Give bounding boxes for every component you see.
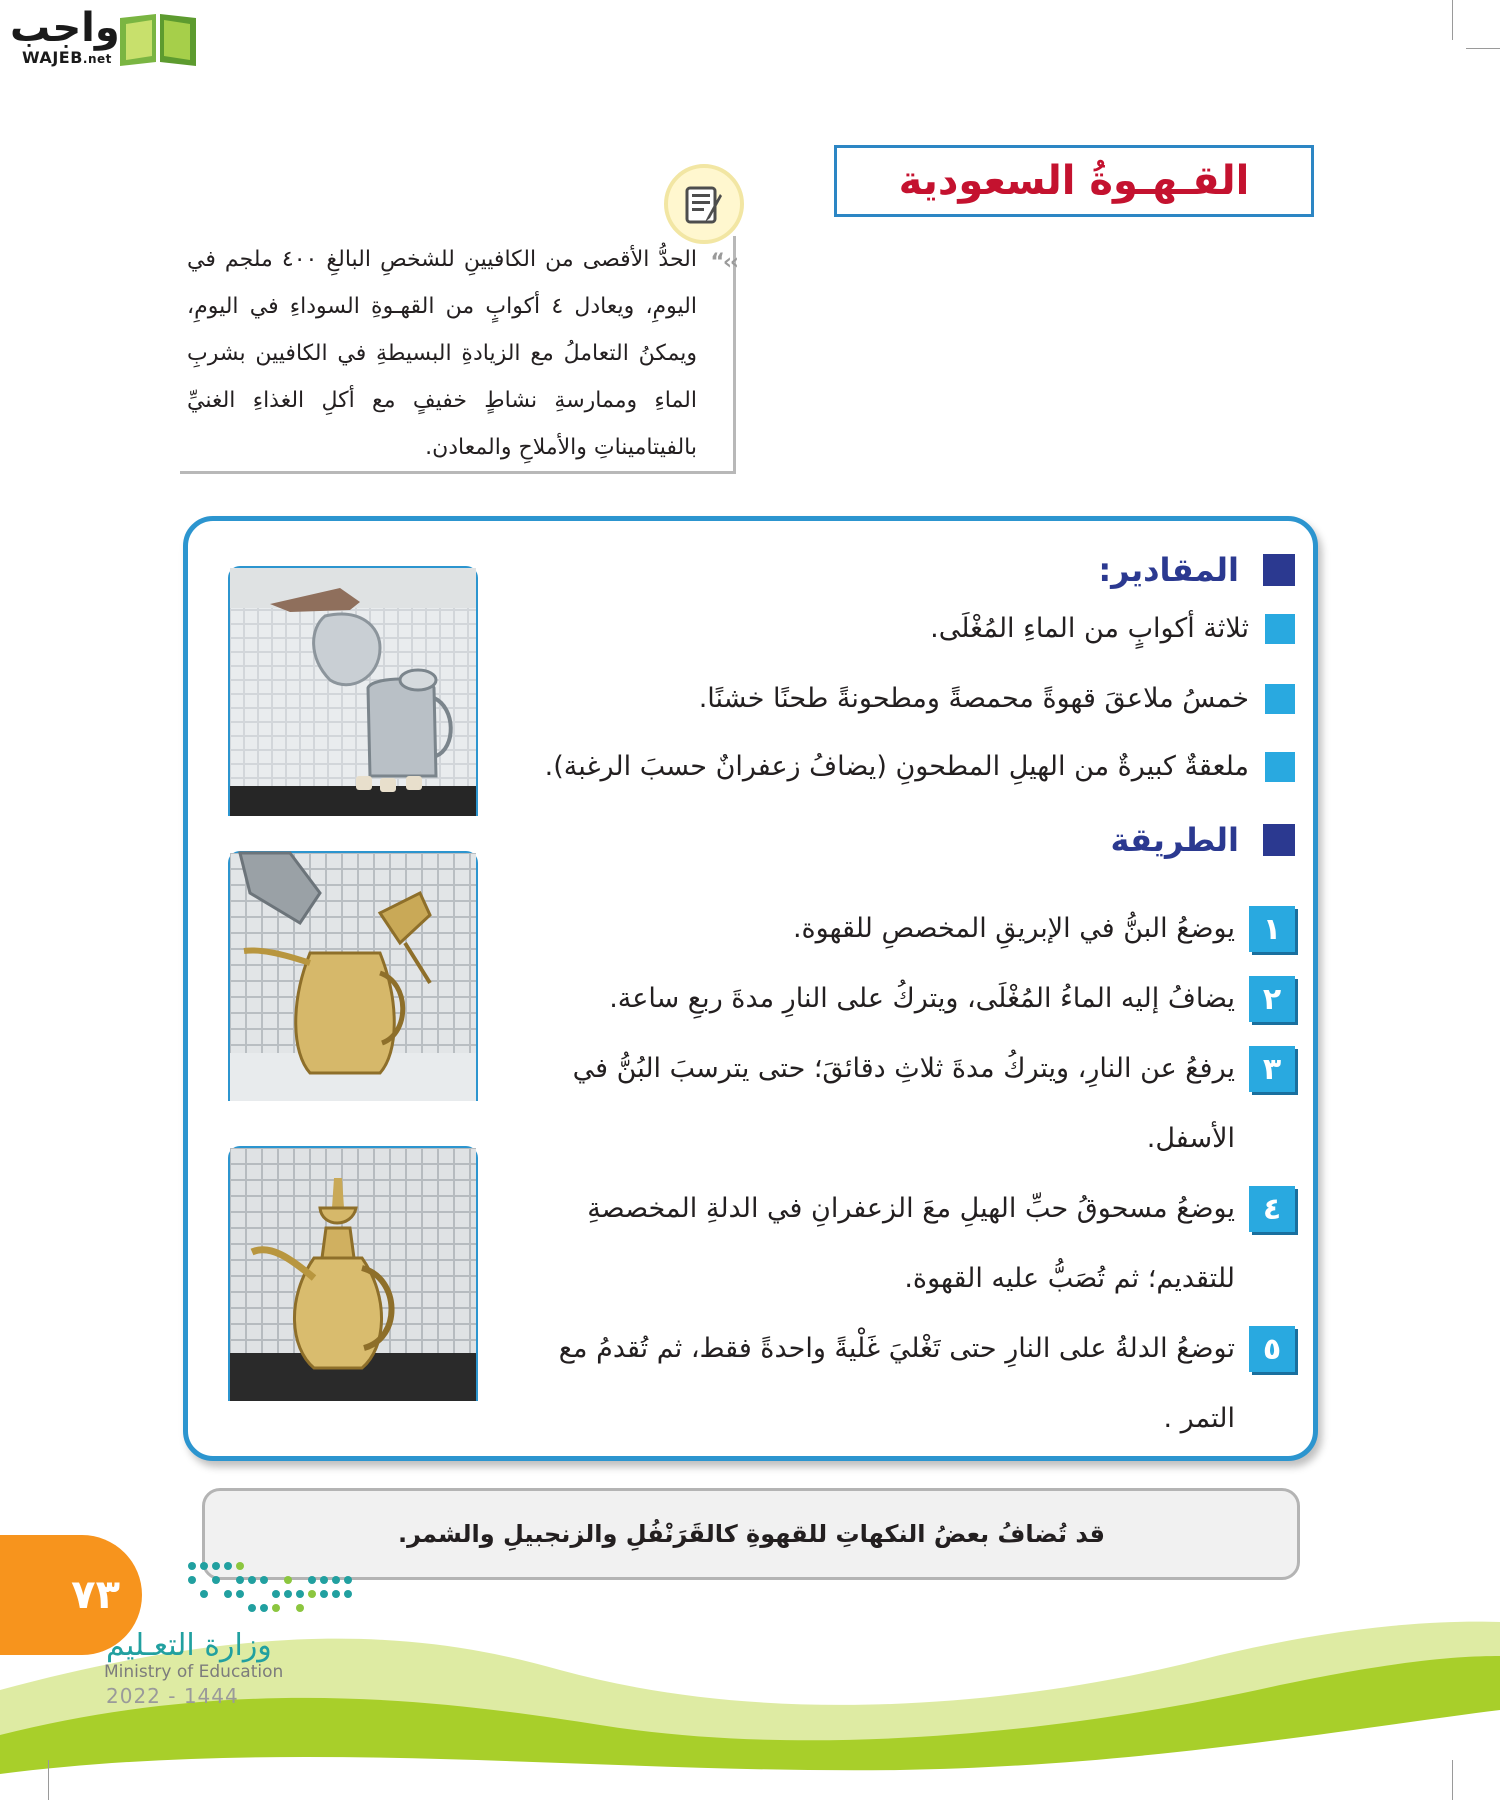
caffeine-note: [180, 236, 736, 474]
method-step: [545, 1046, 1295, 1174]
ministry-logo-icon: [186, 1560, 356, 1616]
step-number: ٣: [1249, 1046, 1295, 1092]
brass-pot-photo: [228, 851, 478, 1101]
method-step: [545, 976, 1295, 1034]
tip-text: قد تُضافُ بعضُ النكهاتِ للقهوةِ كالقَرَنْفُلِ والزنجبيلِ والشمر.: [397, 1520, 1105, 1548]
ingredient-item: خمسُ ملاعقَ قهوةً محمصةً ومطحونةً طحنًا خشنًا.: [699, 683, 1295, 714]
note-icon: [664, 164, 744, 244]
ingredient-item: ملعقةٌ كبيرةٌ من الهيلِ المطحونِ (يضافُ زعفرانٌ حسبَ الرغبة).: [545, 751, 1295, 782]
method-heading: الطريقة: [1110, 821, 1295, 859]
crop-mark: [1452, 1760, 1453, 1800]
ingredient-item: ثلاثة أكوابٍ من الماءِ المُغْلَى.: [930, 613, 1295, 644]
recipe-panel: [183, 516, 1318, 1461]
ministry-arabic: وزارة التعـليم: [106, 1628, 272, 1663]
crop-mark: [1466, 48, 1500, 49]
page-number: ٧٣: [71, 1572, 120, 1618]
ministry-year: 2022 - 1444: [106, 1684, 239, 1708]
page-title-box: [834, 145, 1314, 217]
step-text: يضافُ إليه الماءُ المُغْلَى، ويتركُ على النارِ مدةَ ربعِ ساعة.: [609, 983, 1235, 1014]
logo-latin: WAJEB.net: [22, 48, 112, 67]
quote-marks-icon: “‹‹: [710, 250, 737, 275]
heading-square-icon: [1263, 824, 1295, 856]
logo-arabic: واجب: [10, 5, 120, 51]
step-number: ٥: [1249, 1326, 1295, 1372]
bullet-square-icon: [1265, 752, 1295, 782]
method-step: [545, 1186, 1295, 1314]
step-number: ٢: [1249, 976, 1295, 1022]
note-text: الحدُّ الأقصى من الكافيينِ للشخصِ البالغِ ٤٠٠ ملجم في اليومِ، ويعادل ٤ أكوابٍ من القهـوةِ السوداءِ في اليومِ، ويمكنُ التعاملُ مع الزيادةِ البسيطةِ في الكافيين بشربِ الماءِ وممارسةِ نشاطٍ خفيفٍ مع أكلِ الغذاءِ الغنيِّ بالفيتاميناتِ والأملاحِ والمعادن.: [187, 247, 697, 460]
flavor-tip: [202, 1488, 1300, 1580]
step-number: ١: [1249, 906, 1295, 952]
bullet-square-icon: [1265, 614, 1295, 644]
step-text: يوضعُ مسحوقُ حبِّ الهيلِ معَ الزعفرانِ في الدلةِ المخصصةِ للتقديم؛ ثم تُصَبُّ عليه القهوة.: [587, 1193, 1235, 1294]
book-logo-icon: [116, 10, 200, 66]
kettle-pouring-photo: [228, 566, 478, 816]
heading-square-icon: [1263, 554, 1295, 586]
step-text: يوضعُ البنُّ في الإبريقِ المخصصِ للقهوة.: [792, 913, 1235, 944]
ingredients-heading: المقادير:: [1098, 551, 1295, 589]
crop-mark: [48, 1760, 49, 1800]
ministry-english: Ministry of Education: [104, 1662, 284, 1682]
wajeb-logo[interactable]: [10, 6, 190, 66]
step-text: توضعُ الدلةُ على النارِ حتى تَغْليَ غَلْيةً واحدةً فقط، ثم تُقدمُ مع التمر .: [558, 1333, 1235, 1434]
page-title: القـهـوةُ السعودية: [898, 158, 1250, 204]
crop-mark: [1452, 0, 1453, 40]
dallah-photo: [228, 1146, 478, 1401]
method-step: [545, 906, 1295, 964]
step-text: يرفعُ عن النارِ، ويتركُ مدةَ ثلاثِ دقائقَ؛ حتى يترسبَ البُنُّ في الأسفل.: [572, 1053, 1235, 1154]
step-number: ٤: [1249, 1186, 1295, 1232]
bullet-square-icon: [1265, 684, 1295, 714]
method-step: [545, 1326, 1295, 1454]
